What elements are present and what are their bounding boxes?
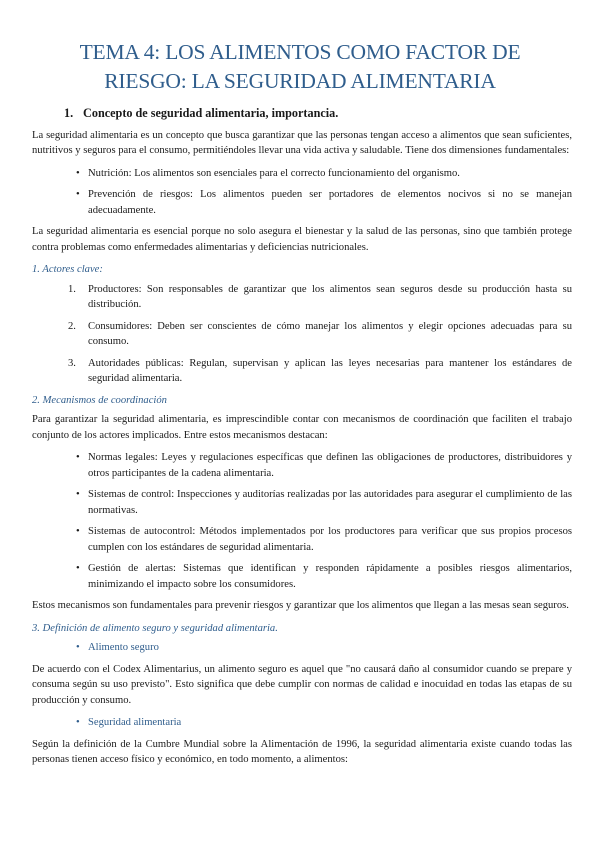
list-item: [32, 561, 572, 592]
bullet-icon: •: [76, 489, 80, 500]
list-item-text: Normas legales: Leyes y regulaciones específicas que definen las obligaciones de productores, distribuidores y otros participantes de la cadena alimentaria.: [88, 452, 572, 479]
list-item: [32, 187, 572, 218]
list-item: [32, 487, 572, 518]
list-item: [32, 450, 572, 481]
bullet-icon: •: [76, 563, 80, 574]
alimento-seguro-paragraph: De acuerdo con el Codex Alimentarius, un alimento seguro es aquel que "no causará daño al consumidor cuando se prepare y consuma según su uso previsto". Esto significa que debe cumplir con normas de calidad e inocuidad en todas las etapas de su producción y consumo.: [32, 663, 572, 706]
bullet-icon: •: [76, 717, 80, 728]
document-body: [32, 106, 572, 775]
seguridad-alimentaria-paragraph: Según la definición de la Cumbre Mundial sobre la Alimentación de 1996, la seguridad alimentaria existe cuando todas las personas tienen acceso físico y económico, en todo momento, a alimentos:: [32, 738, 572, 765]
subheading-label: Seguridad alimentaria: [88, 717, 182, 728]
mechanisms-intro: Para garantizar la seguridad alimentaria, es imprescindible contar con mecanismos de coordinación que faciliten el trabajo conjunto de los actores implicados. Entre estos mecanismos destacan:: [32, 414, 572, 441]
list-item-text: Prevención de riesgos: Los alimentos pueden ser portadores de elementos nocivos si no se manejan adecuadamente.: [88, 189, 572, 216]
title-line-2: RIESGO: LA SEGURIDAD ALIMENTARIA: [104, 69, 496, 93]
list-item: [32, 166, 572, 182]
list-item-text: Autoridades públicas: Regulan, supervisan y aplican las leyes necesarias para mantener los estándares de seguridad alimentaria.: [88, 357, 572, 384]
actors-heading: 1. Actores clave:: [32, 264, 103, 275]
subheading-alimento-seguro: [32, 640, 572, 656]
importance-paragraph: La seguridad alimentaria es esencial porque no solo asegura el bienestar y la salud de las personas, sino que también protege contra problemas como enfermedades alimentarias y deficiencias nutricionales.: [32, 226, 572, 253]
actors-list: [32, 282, 572, 387]
list-number: 2.: [68, 320, 76, 332]
list-item: [32, 356, 572, 387]
subheading-label: Alimento seguro: [88, 642, 159, 653]
mechanisms-list: [32, 450, 572, 592]
list-item: [32, 319, 572, 350]
list-item-text: Consumidores: Deben ser conscientes de cómo manejar los alimentos y elegir opciones adecuadas para su consumo.: [88, 320, 572, 347]
list-item: [32, 524, 572, 555]
list-number: 1.: [68, 283, 76, 295]
bullet-icon: •: [76, 452, 80, 463]
section-number: 1.: [64, 106, 74, 120]
definition-heading: 3. Definición de alimento seguro y seguridad alimentaria.: [32, 622, 278, 634]
dimensions-list: [32, 166, 572, 219]
title-line-1: TEMA 4: LOS ALIMENTOS COMO FACTOR DE: [79, 40, 521, 64]
page-title: [40, 38, 560, 96]
list-item-text: Nutrición: Los alimentos son esenciales para el correcto funcionamiento del organismo.: [88, 167, 460, 179]
section-title: Concepto de seguridad alimentaria, importancia.: [83, 106, 339, 120]
list-item-text: Sistemas de control: Inspecciones y auditorías realizadas por las autoridades para asegurar el cumplimiento de las normativas.: [88, 489, 572, 516]
section-heading: [64, 106, 572, 122]
intro-paragraph: La seguridad alimentaria es un concepto que busca garantizar que las personas tengan acceso a alimentos que sean suficientes, nutritivos y seguros para el consumo, permitiéndoles llevar una vida activa y saludable. Tiene dos dimensiones fundamentales:: [32, 129, 572, 156]
bullet-icon: •: [76, 526, 80, 537]
list-number: 3.: [68, 357, 76, 369]
list-item-text: Gestión de alertas: Sistemas que identifican y responden rápidamente a posibles riesgos alimentarios, minimizando el impacto sobre los consumidores.: [88, 563, 572, 590]
subheading-seguridad-alimentaria: [32, 715, 572, 731]
bullet-icon: •: [76, 642, 80, 653]
bullet-icon: •: [76, 167, 80, 179]
bullet-icon: •: [76, 189, 80, 200]
list-item-text: Productores: Son responsables de garantizar que los alimentos sean seguros desde su producción hasta su distribución.: [88, 283, 572, 310]
list-item-text: Sistemas de autocontrol: Métodos implementados por los productores para verificar que sus propios procesos cumplen con los estándares de seguridad alimentaria.: [88, 526, 572, 553]
list-item: [32, 282, 572, 313]
mechanisms-heading: 2. Mecanismos de coordinación: [32, 394, 167, 406]
mechanisms-closing: Estos mecanismos son fundamentales para prevenir riesgos y garantizar que los alimentos que llegan a las mesas sean seguros.: [32, 600, 569, 611]
